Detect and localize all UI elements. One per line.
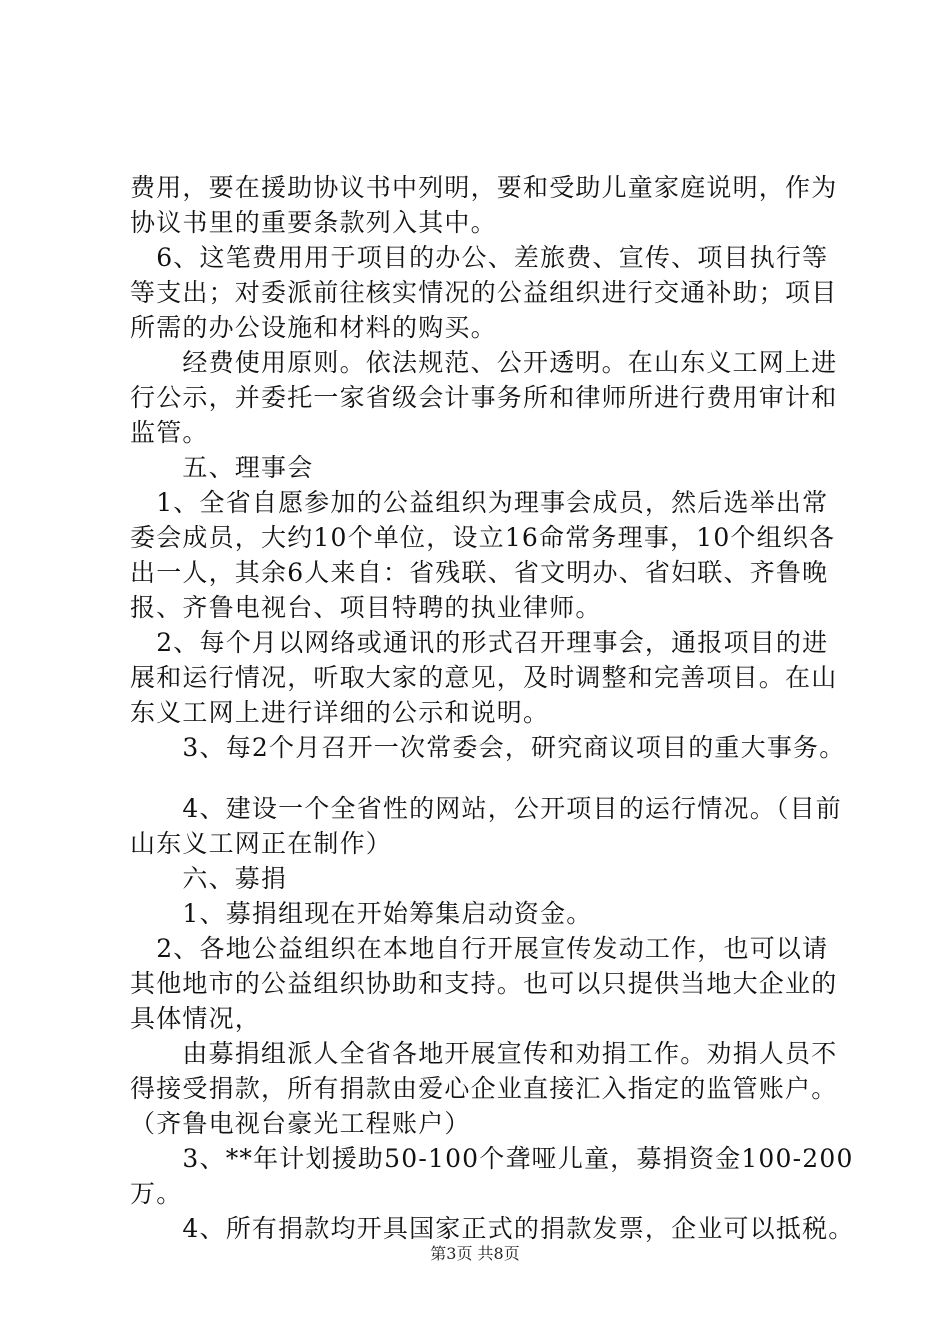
body-text-line: 行公示，并委托一家省级会计事务所和律师所进行费用审计和 xyxy=(130,383,838,412)
body-text-line: 2、每个月以网络或通讯的形式召开理事会，通报项目的进 xyxy=(130,628,829,657)
body-text-line: 万。 xyxy=(130,1179,183,1208)
body-text-line: 委会成员，大约10个单位，设立16命常务理事，10个组织各 xyxy=(130,523,836,552)
body-text-line: 由募捐组派人全省各地开展宣传和劝捐工作。劝捐人员不 xyxy=(130,1039,838,1068)
body-text-line: 东义工网上进行详细的公示和说明。 xyxy=(130,698,550,727)
body-text-line: 6、这笔费用用于项目的办公、差旅费、宣传、项目执行等 xyxy=(130,243,829,272)
body-text-line: 报、齐鲁电视台、项目特聘的执业律师。 xyxy=(130,593,602,622)
body-text-line: 等支出；对委派前往核实情况的公益组织进行交通补助；项目 xyxy=(130,278,838,307)
page-number-footer: 第3页 共8页 xyxy=(430,1244,520,1263)
body-text-line: 具体情况， xyxy=(130,1004,262,1033)
body-text-line: 2、各地公益组织在本地自行开展宣传发动工作，也可以请 xyxy=(130,934,829,963)
body-text-line: 经费使用原则。依法规范、公开透明。在山东义工网上进 xyxy=(130,348,838,377)
body-text-line: 4、所有捐款均开具国家正式的捐款发票，企业可以抵税。 xyxy=(130,1214,855,1243)
body-text-line: 其他地市的公益组织协助和支持。也可以只提供当地大企业的 xyxy=(130,969,838,998)
body-text-line: 3、**年计划援助50-100个聋哑儿童，募捐资金100-200 xyxy=(130,1144,854,1173)
body-text-line: （齐鲁电视台豪光工程账户） xyxy=(130,1109,471,1138)
section-heading: 六、募捐 xyxy=(130,864,288,893)
body-text-line: 3、每2个月召开一次常委会，研究商议项目的重大事务。 xyxy=(130,733,846,762)
body-text-line: 所需的办公设施和材料的购买。 xyxy=(130,313,497,342)
body-text-line: 1、全省自愿参加的公益组织为理事会成员，然后选举出常 xyxy=(130,488,829,517)
body-text-line: 得接受捐款，所有捐款由爱心企业直接汇入指定的监管账户。 xyxy=(130,1074,838,1103)
body-text-line: 监管。 xyxy=(130,418,209,447)
body-text-line: 展和运行情况，听取大家的意见，及时调整和完善项目。在山 xyxy=(130,663,838,692)
body-text-line: 出一人，其余6人来自：省残联、省文明办、省妇联、齐鲁晚 xyxy=(130,558,829,587)
body-text-line: 1、募捐组现在开始筹集启动资金。 xyxy=(130,899,593,928)
section-heading: 五、理事会 xyxy=(130,453,314,482)
body-text-line: 费用，要在援助协议书中列明，要和受助儿童家庭说明，作为 xyxy=(130,173,838,202)
body-text-line: 4、建设一个全省性的网站，公开项目的运行情况。（目前 xyxy=(130,794,843,823)
body-text-line: 山东义工网正在制作） xyxy=(130,829,393,858)
body-text-line: 协议书里的重要条款列入其中。 xyxy=(130,208,497,237)
